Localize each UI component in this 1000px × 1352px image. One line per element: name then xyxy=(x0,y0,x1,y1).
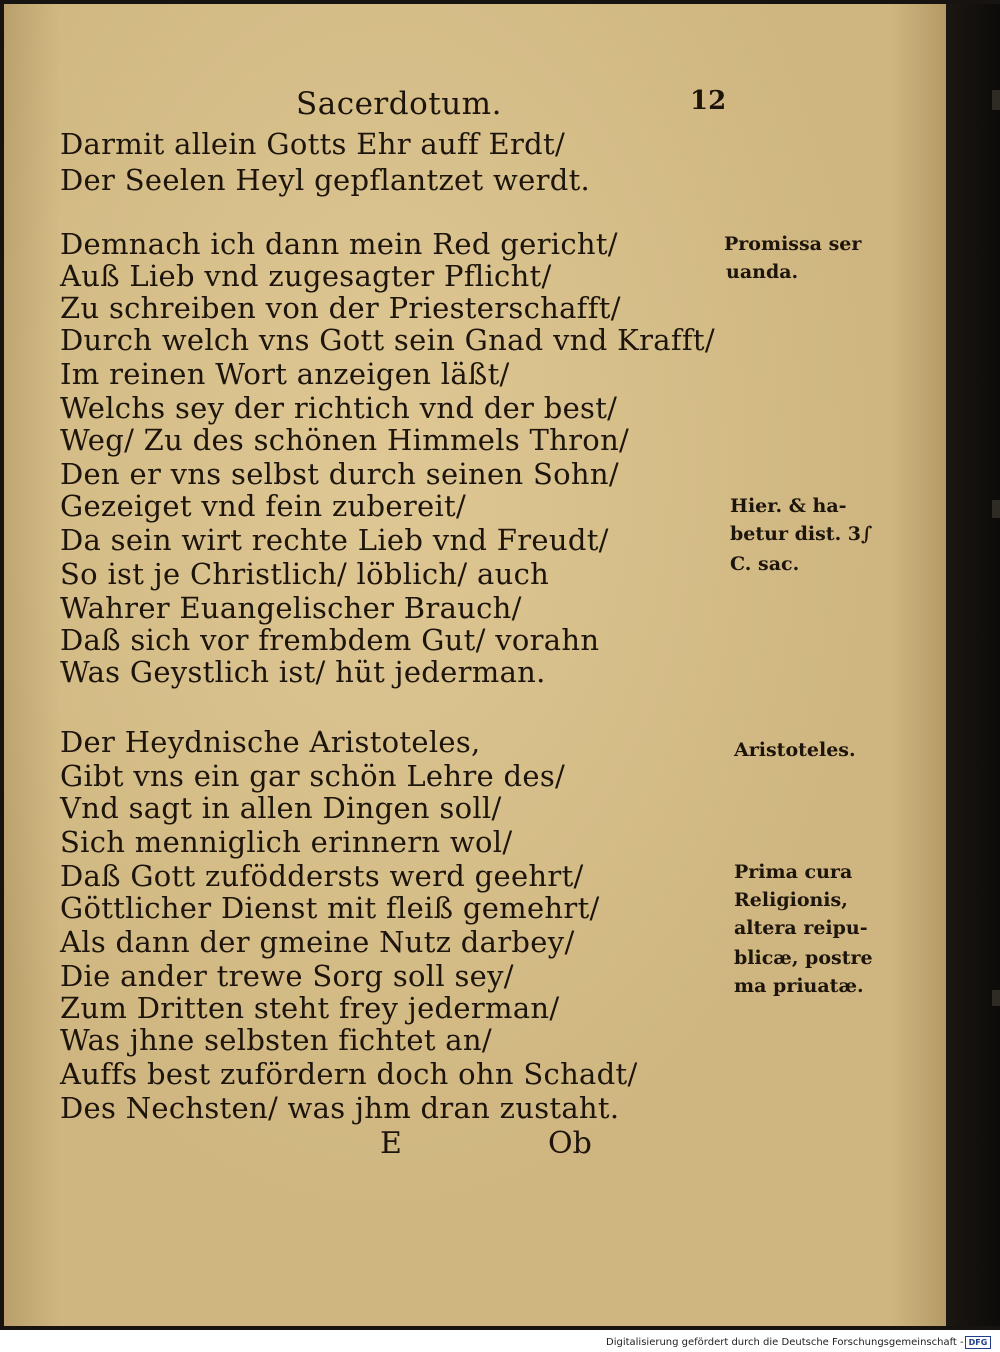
marginal-note: ma priuatæ. xyxy=(734,975,864,997)
book-edge-mark xyxy=(992,500,1000,518)
signature-mark: E xyxy=(380,1126,402,1161)
verse-line: Daß sich vor frembdem Gut/ vorahn xyxy=(60,623,600,657)
marginal-note: betur dist. 3∫ xyxy=(730,523,873,545)
marginal-note: uanda. xyxy=(726,261,799,283)
verse-line: Durch welch vns Gott sein Gnad vnd Krafft/ xyxy=(60,323,715,357)
verse-line: Vnd sagt in allen Dingen soll/ xyxy=(60,791,502,825)
digitization-credit: Digitalisierung gefördert durch die Deutsche Forschungsgemeinschaft - xyxy=(606,1337,964,1348)
verse-line: Gezeiget vnd fein zubereit/ xyxy=(60,489,467,523)
running-title: Sacerdotum. xyxy=(296,86,502,122)
marginal-note: C. sac. xyxy=(730,553,800,575)
verse-line: Gibt vns ein gar schön Lehre des/ xyxy=(60,759,566,793)
verse-line: Zum Dritten steht frey jederman/ xyxy=(60,991,560,1025)
verse-line: Im reinen Wort anzeigen läßt/ xyxy=(60,357,510,391)
verse-line: So ist je Christlich/ löblich/ auch xyxy=(60,557,550,591)
verse-line: Die ander trewe Sorg soll sey/ xyxy=(60,959,514,993)
catchword: Ob xyxy=(548,1126,592,1161)
book-edge-mark xyxy=(992,990,1000,1006)
marginal-note: altera reipu- xyxy=(734,917,868,939)
verse-line: Als dann der gmeine Nutz darbey/ xyxy=(60,925,575,959)
verse-line: Der Seelen Heyl gepflantzet werdt. xyxy=(60,163,591,197)
verse-line: Da sein wirt rechte Lieb vnd Freudt/ xyxy=(60,523,609,557)
verse-line: Demnach ich dann mein Red gericht/ xyxy=(60,227,618,261)
marginal-note: Prima cura xyxy=(734,861,853,883)
verse-line: Auffs best zufördern doch ohn Schadt/ xyxy=(60,1057,638,1091)
marginal-note: Hier. & ha- xyxy=(730,495,847,517)
marginal-note: Religionis, xyxy=(734,889,848,911)
marginal-note: Promissa ser xyxy=(724,233,862,255)
book-edge xyxy=(946,4,1000,1326)
marginal-note: Aristoteles. xyxy=(734,739,856,761)
folio-number: 12 xyxy=(690,86,727,116)
verse-line: Sich menniglich erinnern wol/ xyxy=(60,825,513,859)
verse-line: Was jhne selbsten fichtet an/ xyxy=(60,1023,492,1057)
dfg-logo: DFG xyxy=(965,1336,991,1349)
book-page xyxy=(4,4,946,1326)
verse-line: Welchs sey der richtich vnd der best/ xyxy=(60,391,618,425)
verse-line: Der Heydnische Aristoteles, xyxy=(60,725,481,759)
verse-line: Was Geystlich ist/ hüt jederman. xyxy=(60,655,546,689)
verse-line: Den er vns selbst durch seinen Sohn/ xyxy=(60,457,619,491)
verse-line: Göttlicher Dienst mit fleiß gemehrt/ xyxy=(60,891,600,925)
verse-line: Zu schreiben von der Priesterschafft/ xyxy=(60,291,621,325)
verse-line: Des Nechsten/ was jhm dran zustaht. xyxy=(60,1091,620,1125)
verse-line: Wahrer Euangelischer Brauch/ xyxy=(60,591,522,625)
verse-line: Weg/ Zu des schönen Himmels Thron/ xyxy=(60,423,630,457)
verse-line: Darmit allein Gotts Ehr auff Erdt/ xyxy=(60,127,566,161)
book-edge-mark xyxy=(992,90,1000,110)
marginal-note: blicæ, postre xyxy=(734,947,873,969)
verse-line: Auß Lieb vnd zugesagter Pflicht/ xyxy=(60,259,552,293)
verse-line: Daß Gott zuföddersts werd geehrt/ xyxy=(60,859,584,893)
